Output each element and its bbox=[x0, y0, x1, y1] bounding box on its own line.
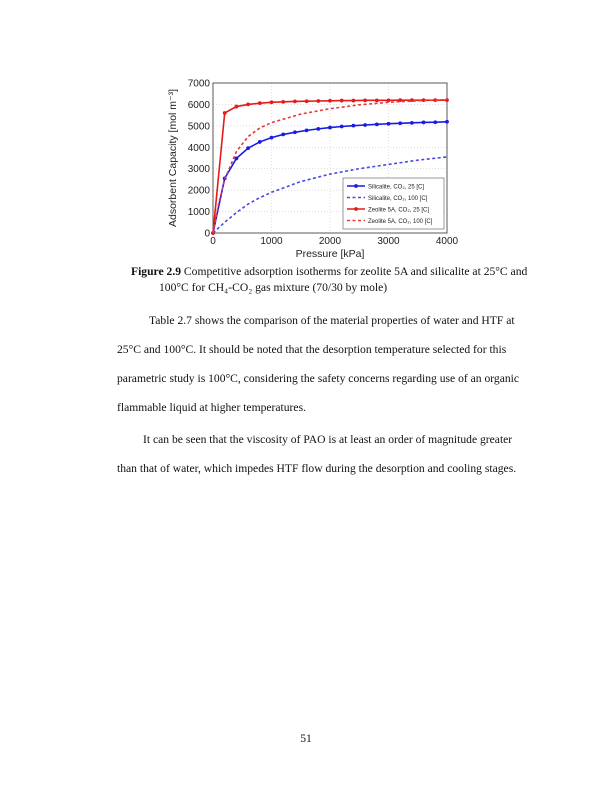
data-point bbox=[305, 99, 309, 103]
caption-text-1: Competitive adsorption isotherms for zeolite 5A and silicalite at 25°C and bbox=[181, 265, 528, 278]
x-axis-label: Pressure [kPa] bbox=[295, 248, 365, 260]
paragraph-line: flammable liquid at higher temperatures. bbox=[117, 401, 306, 414]
data-point bbox=[328, 99, 332, 103]
figure-caption bbox=[131, 264, 551, 296]
data-point bbox=[258, 140, 262, 144]
y-tick-label: 2000 bbox=[187, 185, 210, 197]
data-point bbox=[293, 130, 297, 134]
legend-label: Silicalite, CO₂, 25 [C] bbox=[368, 184, 425, 191]
caption-text-2: 100°C for CH₄-CO₂ gas mixture (70/30 by mole) bbox=[159, 281, 388, 294]
data-point bbox=[235, 105, 239, 109]
data-point bbox=[433, 120, 437, 124]
data-point bbox=[422, 121, 426, 125]
data-point bbox=[316, 127, 320, 131]
legend-marker bbox=[354, 207, 358, 211]
y-axis-label: Adsorbent Capacity [mol m⁻³] bbox=[167, 88, 179, 228]
data-point bbox=[375, 122, 379, 126]
caption-label: Figure 2.9 bbox=[131, 265, 182, 278]
x-tick-label: 3000 bbox=[377, 236, 400, 247]
data-point bbox=[305, 128, 309, 132]
paragraph-line: 25°C and 100°C. It should be noted that the desorption temperature selected for this bbox=[117, 343, 507, 356]
data-point bbox=[270, 136, 274, 140]
data-point bbox=[352, 124, 356, 128]
data-point bbox=[363, 98, 367, 102]
paragraph-line: Table 2.7 shows the comparison of the material properties of water and HTF at bbox=[149, 314, 515, 327]
data-point bbox=[258, 101, 262, 105]
data-point bbox=[293, 100, 297, 104]
page-number: 51 bbox=[300, 732, 312, 745]
y-tick-label: 1000 bbox=[187, 207, 210, 219]
data-point bbox=[352, 99, 356, 103]
y-tick-label: 4000 bbox=[187, 142, 210, 154]
data-point bbox=[387, 122, 391, 126]
x-tick-label: 2000 bbox=[318, 236, 342, 247]
paragraph-2 bbox=[117, 425, 517, 483]
x-tick-label: 1000 bbox=[260, 236, 283, 247]
data-point bbox=[235, 157, 239, 161]
y-tick-label: 5000 bbox=[187, 121, 210, 133]
data-point bbox=[363, 123, 367, 127]
data-point bbox=[281, 133, 285, 137]
data-point bbox=[328, 126, 332, 130]
data-point bbox=[340, 125, 344, 129]
adsorption-isotherm-chart bbox=[0, 0, 612, 263]
data-point bbox=[223, 111, 227, 115]
paragraph-line: It can be seen that the viscosity of PAO is at least an order of magnitude greater bbox=[143, 433, 513, 446]
data-point bbox=[281, 100, 285, 104]
y-tick-label: 0 bbox=[204, 228, 210, 240]
data-point bbox=[270, 100, 274, 104]
x-tick-label: 4000 bbox=[435, 236, 459, 247]
data-point bbox=[246, 146, 250, 150]
y-tick-label: 3000 bbox=[187, 164, 210, 176]
legend-label: Zeolite 5A, CO₂, 100 [C] bbox=[368, 219, 433, 225]
data-point bbox=[398, 121, 402, 125]
data-point bbox=[316, 99, 320, 103]
data-point bbox=[246, 103, 250, 107]
y-tick-label: 6000 bbox=[187, 99, 210, 111]
y-tick-label: 7000 bbox=[187, 78, 210, 90]
legend-label: Silicalite, CO₂, 100 [C] bbox=[368, 196, 428, 202]
data-point bbox=[340, 99, 344, 103]
data-point bbox=[410, 121, 414, 125]
legend-label: Zeolite 5A, CO₂, 25 [C] bbox=[368, 207, 430, 214]
x-tick-label: 0 bbox=[210, 236, 216, 247]
legend-marker bbox=[354, 184, 358, 188]
paragraph-line: parametric study is 100°C, considering the safety concerns regarding use of an organic bbox=[117, 372, 520, 385]
paragraph-1 bbox=[117, 306, 520, 422]
paragraph-line: than that of water, which impedes HTF flow during the desorption and cooling stages. bbox=[117, 462, 517, 475]
data-point bbox=[375, 98, 379, 102]
data-point bbox=[445, 120, 449, 124]
